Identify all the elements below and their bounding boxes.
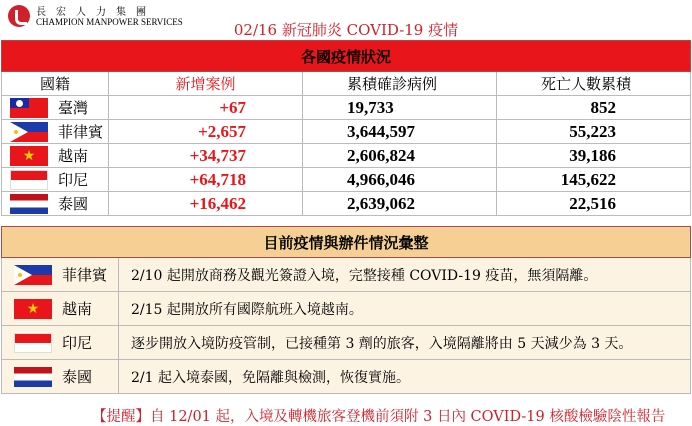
policy-row xyxy=(1,360,691,394)
header-new-cases: 新增案例 xyxy=(109,72,303,96)
policy-row xyxy=(1,292,691,326)
country-name: 臺灣 xyxy=(58,99,89,117)
policy-text: 2/1 起入境泰國，免隔離與檢測，恢復實施。 xyxy=(119,360,691,394)
policy-country-cell xyxy=(1,258,119,292)
header-country: 國籍 xyxy=(1,72,109,96)
philippines-flag-icon xyxy=(14,265,52,285)
policy-country-cell xyxy=(1,360,119,394)
policy-summary-title: 目前疫情與辦件情況彙整 xyxy=(1,226,691,258)
indonesia-flag-icon xyxy=(14,333,52,353)
total-cases-value: 19,733 xyxy=(303,96,497,120)
header-deaths: 死亡人數累積 xyxy=(497,72,691,96)
header-total-cases: 累積確診病例 xyxy=(303,72,497,96)
company-name-cn: 長宏人力集團 xyxy=(36,7,156,18)
country-cell xyxy=(1,168,109,192)
vietnam-flag-icon: ★ xyxy=(10,146,48,166)
reminder-note: 【提醒】自 12/01 起，入境及轉機旅客登機前須附 3 日內 COVID-19 核酸檢驗陰性報告 xyxy=(92,409,666,425)
policy-country-name: 印尼 xyxy=(62,334,93,352)
country-cell xyxy=(1,192,109,216)
total-cases-value: 2,606,824 xyxy=(303,144,497,168)
country-status-title: 各國疫情狀況 xyxy=(1,40,691,72)
table-row xyxy=(1,96,691,120)
country-cell xyxy=(1,144,109,168)
company-name-en: CHAMPION MANPOWER SERVICES xyxy=(36,17,183,27)
country-name: 越南 xyxy=(58,147,89,165)
policy-country-cell xyxy=(1,292,119,326)
new-cases-value: +34,737 xyxy=(109,144,303,168)
new-cases-value: +64,718 xyxy=(109,168,303,192)
country-cell xyxy=(1,96,109,120)
country-name: 印尼 xyxy=(58,171,89,189)
policy-text: 2/10 起開放商務及觀光簽證入境，完整接種 COVID-19 疫苗，無須隔離。 xyxy=(119,258,691,292)
country-status-header-row xyxy=(1,72,691,96)
policy-text: 逐步開放入境防疫管制，已接種第 3 劑的旅客，入境隔離將由 5 天減少為 3 天。 xyxy=(119,326,691,360)
thailand-flag-icon xyxy=(10,194,48,214)
thailand-flag-icon xyxy=(14,367,52,387)
policy-text: 2/15 起開放所有國際航班入境越南。 xyxy=(119,292,691,326)
country-status-table xyxy=(1,40,691,216)
table-row xyxy=(1,168,691,192)
table-row xyxy=(1,144,691,168)
policy-country-cell xyxy=(1,326,119,360)
policy-country-name: 泰國 xyxy=(62,368,93,386)
new-cases-value: +2,657 xyxy=(109,120,303,144)
philippines-flag-icon xyxy=(10,122,48,142)
policy-row xyxy=(1,326,691,360)
total-cases-value: 3,644,597 xyxy=(303,120,497,144)
indonesia-flag-icon xyxy=(10,170,48,190)
deaths-value: 55,223 xyxy=(497,120,691,144)
country-name: 菲律賓 xyxy=(58,123,104,141)
deaths-value: 22,516 xyxy=(497,192,691,216)
new-cases-value: +16,462 xyxy=(109,192,303,216)
policy-country-name: 菲律賓 xyxy=(62,266,108,284)
country-cell xyxy=(1,120,109,144)
policy-summary-table xyxy=(1,226,691,394)
table-row xyxy=(1,120,691,144)
policy-row xyxy=(1,258,691,292)
country-name: 泰國 xyxy=(58,195,89,213)
total-cases-value: 4,966,046 xyxy=(303,168,497,192)
vietnam-flag-icon: ★ xyxy=(14,299,52,319)
deaths-value: 145,622 xyxy=(497,168,691,192)
new-cases-value: +67 xyxy=(109,96,303,120)
deaths-value: 39,186 xyxy=(497,144,691,168)
page-title: 02/16 新冠肺炎 COVID-19 疫情 xyxy=(233,21,459,39)
total-cases-value: 2,639,062 xyxy=(303,192,497,216)
table-row xyxy=(1,192,691,216)
deaths-value: 852 xyxy=(497,96,691,120)
policy-country-name: 越南 xyxy=(62,300,93,318)
taiwan-flag-icon xyxy=(10,98,48,118)
